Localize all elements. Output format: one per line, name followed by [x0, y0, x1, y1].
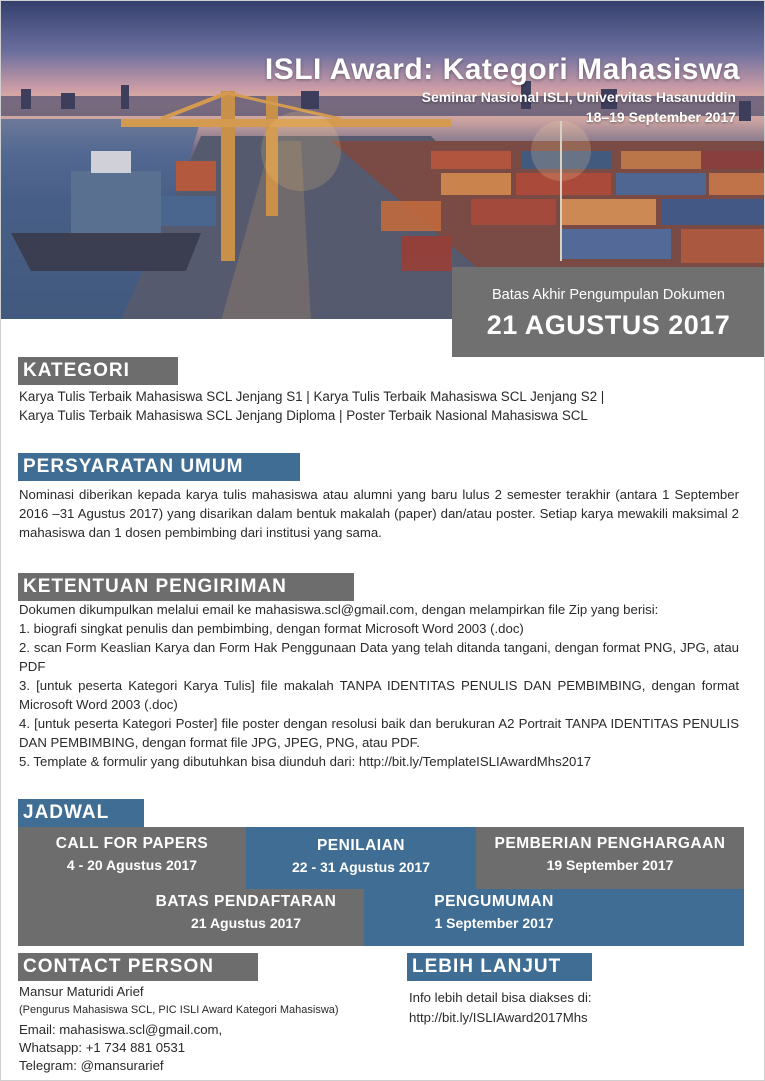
ketentuan-item-1: 1. biografi singkat penulis dan pembimbing, dengan format Microsoft Word 2003 (.doc) — [19, 621, 524, 636]
jadwal-batas-pendaftaran — [18, 889, 364, 946]
jadwal-item-date: 19 September 2017 — [546, 857, 674, 873]
jadwal-item-title: PEMBERIAN PENGHARGAAN — [494, 835, 726, 852]
kategori-line-1: Karya Tulis Terbaik Mahasiswa SCL Jenjang S1 | Karya Tulis Terbaik Mahasiswa SCL Jenjang S2 | — [19, 389, 605, 404]
ketentuan-item-4: 4. [untuk peserta Kategori Poster] file poster dengan resolusi baik dan berukuran A2 Portrait TANPA IDENTITAS PENULIS DAN PEMBIMBING, dengan format file JPG, JPEG, PNG, atau PDF. — [19, 716, 739, 750]
lebih-lanjut-link[interactable]: http://bit.ly/ISLIAward2017Mhs — [409, 1010, 588, 1025]
kategori-list — [19, 387, 739, 425]
persyaratan-body: Nominasi diberikan kepada karya tulis mahasiswa atau alumni yang baru lulus 2 semester terakhir (antara 1 September 2016 –31 Agustus 2017) yang disarikan dalam bentuk makalah (paper) dan/atau poster. Setiap karya mewakili maksimal 2 mahasiswa dan 1 dosen pembimbing dari institusi yang sama. — [19, 487, 739, 540]
jadwal-pengumuman — [364, 889, 744, 946]
jadwal-item-title: BATAS PENDAFTARAN — [155, 893, 337, 910]
jadwal-item-title: PENGUMUMAN — [434, 893, 554, 910]
jadwal-pemberian-penghargaan — [476, 827, 744, 889]
lebih-lanjut-line-1: Info lebih detail bisa diakses di: — [409, 990, 592, 1005]
ketentuan-intro: Dokumen dikumpulkan melalui email ke mahasiswa.scl@gmail.com, dengan melampirkan file Zip yang berisi: — [19, 602, 659, 617]
jadwal-call-for-papers — [18, 827, 246, 889]
lebih-lanjut-details — [409, 988, 749, 1028]
contact-email: Email: mahasiswa.scl@gmail.com, — [19, 1022, 223, 1037]
jadwal-item-date: 22 - 31 Agustus 2017 — [292, 859, 430, 875]
jadwal-item-title: CALL FOR PAPERS — [55, 835, 209, 852]
jadwal-item-date: 4 - 20 Agustus 2017 — [66, 857, 198, 873]
ketentuan-item-5: 5. Template & formulir yang dibutuhkan bisa diunduh dari: http://bit.ly/TemplateISLIAwardMhs2017 — [19, 754, 592, 769]
jadwal-heading: JADWAL — [18, 799, 144, 827]
contact-whatsapp: Whatsapp: +1 734 881 0531 — [19, 1040, 186, 1055]
poster-title: ISLI Award: Kategori Mahasiswa — [264, 53, 740, 86]
deadline-box — [452, 267, 765, 357]
contact-telegram: Telegram: @mansurarief — [19, 1058, 164, 1073]
jadwal-item-title: PENILAIAN — [316, 837, 406, 854]
jadwal-penilaian — [246, 827, 476, 889]
kategori-heading: KATEGORI — [18, 357, 178, 385]
lebih-lanjut-heading: LEBIH LANJUT — [407, 953, 592, 981]
jadwal-item-date: 1 September 2017 — [434, 915, 554, 931]
ketentuan-body — [19, 600, 739, 771]
persyaratan-heading: PERSYARATAN UMUM — [18, 453, 300, 481]
deadline-date: 21 AGUSTUS 2017 — [486, 310, 731, 340]
ketentuan-heading: KETENTUAN PENGIRIMAN — [18, 573, 354, 601]
deadline-label: Batas Akhir Pengumpulan Dokumen — [492, 287, 725, 303]
contact-name: Mansur Maturidi Arief — [19, 984, 144, 999]
contact-details — [19, 983, 389, 1075]
event-date: 18–19 September 2017 — [585, 109, 736, 125]
ketentuan-item-2: 2. scan Form Keaslian Karya dan Form Hak Penggunaan Data yang telah ditanda tangani, dengan format PNG, JPG, atau PDF — [19, 640, 739, 674]
contact-role: (Pengurus Mahasiswa SCL, PIC ISLI Award Kategori Mahasiswa) — [19, 1004, 339, 1016]
ketentuan-item-3: 3. [untuk peserta Kategori Karya Tulis] file makalah TANPA IDENTITAS PENULIS DAN PEMBIMBING, dengan format Microsoft Word 2003 (.doc) — [19, 678, 739, 712]
event-subtitle: Seminar Nasional ISLI, Univervitas Hasanuddin — [421, 89, 736, 105]
kategori-line-2: Karya Tulis Terbaik Mahasiswa SCL Jenjang Diploma | Poster Terbaik Nasional Mahasiswa SCL — [19, 408, 588, 423]
jadwal-item-date: 21 Agustus 2017 — [191, 915, 301, 931]
contact-heading: CONTACT PERSON — [18, 953, 258, 981]
